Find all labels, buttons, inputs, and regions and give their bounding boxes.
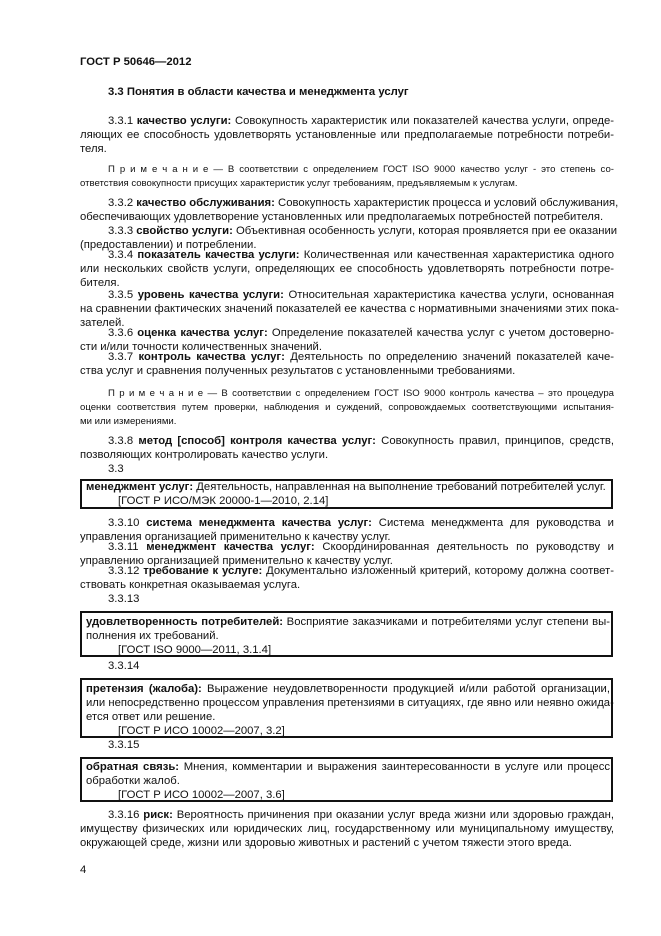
- term-source: [86, 788, 610, 802]
- term-3-3-7: [80, 350, 614, 364]
- term-text: Деятельность, направленная на выполнение требований потребителей услуг.: [193, 481, 606, 493]
- term-number: 3.3.3: [108, 225, 137, 237]
- term-3-3-2: [80, 196, 619, 210]
- term-text: 3.3.14: [108, 660, 140, 672]
- term-text: (предоставлении) и потреблении.: [80, 239, 257, 251]
- text-line: [80, 210, 614, 224]
- term-source: [86, 724, 610, 738]
- term-text: Совокупность характеристик процесса и условий обслуживания,: [274, 197, 619, 209]
- text-line: [86, 696, 614, 710]
- term-text: Выражение неудовлетворенности продукцией и/или работой организации,: [201, 683, 610, 695]
- term-name: уровень качества услуги:: [137, 289, 284, 301]
- note-line: [80, 415, 614, 429]
- term-text: имуществу физических или юридических лиц, государственному или муниципальному имуществу,: [80, 823, 614, 835]
- term-number-3-3-15: [80, 738, 614, 752]
- term-text: бителя.: [80, 277, 120, 289]
- term-number: 3.3.1: [108, 115, 137, 127]
- text-line: [80, 836, 614, 850]
- term-3-3-5: [80, 288, 614, 302]
- term-name: обратная связь:: [86, 761, 180, 773]
- term-text: 3.3.13: [108, 593, 140, 605]
- term-name: метод [способ] контроля качества услуг:: [138, 435, 376, 447]
- term-text: Определение показателей качества услуг с учетом достоверно-: [267, 327, 615, 339]
- term-name: качество обслуживания:: [136, 197, 275, 209]
- term-number: 3.3.7: [108, 351, 139, 363]
- note-line: [80, 177, 614, 191]
- term-3-3-1: [80, 114, 614, 128]
- term-number: 3.3.12: [108, 565, 144, 577]
- term-text: Совокупность правил, принципов, средств,: [375, 435, 615, 447]
- term-number-3-3-13: [80, 592, 614, 606]
- term-text: Система менеджмента для руководства и: [371, 517, 614, 529]
- text-line: [80, 364, 614, 378]
- term-source: [86, 643, 610, 657]
- term-text: ствовать конкретная оказываемая услуга.: [80, 579, 301, 591]
- term-name: претензия (жалоба):: [86, 683, 202, 695]
- text-line: [80, 128, 614, 142]
- term-text: ства услуг и сравнения полученных результатов с установленными требованиями.: [80, 365, 516, 377]
- term-feedback: [86, 760, 610, 774]
- term-number: 3.3.6: [108, 327, 138, 339]
- text-line: [80, 302, 619, 316]
- term-text: на сравнении фактических значений показателей ее качества с нормативными значениями этих пока-: [80, 303, 619, 315]
- term-text: управлению организацией применительно к качеству услуг.: [80, 555, 393, 567]
- term-number: 3.3.11: [108, 541, 147, 553]
- term-text: 3.3.15: [108, 739, 140, 751]
- page-number: [80, 863, 614, 877]
- term-text: Совокупность характеристик или показателей качества услуги, опреде-: [231, 115, 615, 127]
- term-text: [ГОСТ Р ИСО 10002—2007, 3.2]: [118, 725, 285, 737]
- term-source: [86, 494, 610, 508]
- term-text: [ГОСТ Р ИСО/МЭК 20000-1—2010, 2.14]: [118, 495, 329, 507]
- term-name: свойство услуги:: [136, 225, 233, 237]
- term-text: ется ответ или решение.: [86, 711, 216, 723]
- text-line: [86, 710, 610, 724]
- term-number: 3.3.16: [108, 809, 144, 821]
- term-name: менеджмент качества услуг:: [146, 541, 315, 553]
- term-text: [ГОСТ Р ИСО 10002—2007, 3.6]: [118, 789, 285, 801]
- term-3-3-11: [80, 540, 614, 554]
- term-text: Деятельность по определению значений показателей каче-: [284, 351, 615, 363]
- term-text: Восприятие заказчиками и потребителями услуг степени вы-: [283, 616, 610, 628]
- term-text: 4: [80, 864, 87, 876]
- term-number: 3.3.2: [108, 197, 137, 209]
- header-standard-number: [80, 55, 614, 69]
- term-text: зателей.: [80, 317, 125, 329]
- term-3-3-8: [80, 434, 614, 448]
- term-complaint: [86, 682, 610, 696]
- term-name: система менеджмента качества услуг:: [146, 517, 372, 529]
- term-text: Документально изложенный критерий, которому должна соответ-: [262, 565, 614, 577]
- term-name: удовлетворенность потребителей:: [86, 616, 284, 628]
- term-text: Относительная характеристика качества услуги, основанная: [283, 289, 615, 301]
- term-number-3-3: [80, 462, 614, 476]
- term-text: управления организацией применительно к качеству услуг.: [80, 531, 391, 543]
- term-text: или нескольких свойств услуги, определяющих ее способность удовлетворять потребности потре-: [80, 263, 614, 275]
- text-line: [80, 262, 614, 276]
- text-line: [80, 448, 614, 462]
- term-name: менеджмент услуг:: [86, 481, 194, 493]
- term-name: контроль качества услуг:: [138, 351, 285, 363]
- term-name: требование к услуге:: [143, 565, 263, 577]
- term-text: сти и/или точности количественных значений.: [80, 341, 322, 353]
- term-text: Скоординированная деятельность по руководству и: [314, 541, 614, 553]
- term-text: Вероятность причинения при оказании услуг вреда жизни или здоровью граждан,: [172, 809, 614, 821]
- term-3-3-6: [80, 326, 614, 340]
- term-text: Количественная или качественная характеристика одного: [299, 249, 614, 261]
- text-line: [80, 578, 614, 592]
- term-text: окружающей среде, жизни или здоровью животных и растений с учетом тяжести этого вреда.: [80, 837, 572, 849]
- term-text: ответствия совокупности присущих характеристик услуг требованиям, предъявляемым к услугам.: [80, 178, 518, 189]
- term-name: оценка качества услуг:: [137, 327, 268, 339]
- term-text: оценки соответствия путем проверки, наблюдения и суждений, сопровождаемых соответствующими испытания-: [80, 402, 614, 413]
- term-3-3-12: [80, 564, 614, 578]
- term-text: теля.: [80, 143, 107, 155]
- section-heading: [80, 85, 614, 99]
- term-text: обработки жалоб.: [86, 775, 180, 787]
- text-line: [86, 629, 610, 643]
- term-number: 3.3.8: [108, 435, 139, 447]
- term-number-3-3-14: [80, 659, 614, 673]
- term-name: риск:: [143, 809, 173, 821]
- term-text: П р и м е ч а н и е — В соответствии с определением ГОСТ ISO 9000 контроль качества – это процедура: [108, 388, 614, 399]
- note-line: [80, 387, 614, 401]
- term-text: [ГОСТ ISO 9000—2011, 3.1.4]: [118, 644, 272, 656]
- term-3-3-16: [80, 808, 614, 822]
- text-line: [80, 142, 614, 156]
- term-name: ГОСТ Р 50646—2012: [80, 56, 192, 68]
- text-line: [86, 774, 610, 788]
- note-line: [80, 163, 614, 177]
- term-text: П р и м е ч а н и е — В соответствии с определением ГОСТ ISO 9000 качество услуг - это степень со-: [108, 164, 614, 175]
- term-customer-satisfaction: [86, 615, 610, 629]
- term-service-management: [86, 480, 610, 494]
- term-text: ми или измерениями.: [80, 416, 177, 427]
- term-text: полнения их требований.: [86, 630, 219, 642]
- term-text: или непосредственно процессом управления претензиями в ситуациях, где явно или неявно ожида-: [86, 697, 614, 709]
- term-number: 3.3.4: [108, 249, 138, 261]
- term-3-3-10: [80, 516, 614, 530]
- term-text: 3.3: [108, 463, 124, 475]
- term-name: показатель качества услуги:: [137, 249, 300, 261]
- text-line: [80, 822, 614, 836]
- note-line: [80, 401, 614, 415]
- term-3-3-4: [80, 248, 614, 262]
- term-text: обеспечивающих удовлетворение установленных или предполагаемых потребностей потребителя.: [80, 211, 604, 223]
- term-name: 3.3 Понятия в области качества и менеджмента услуг: [108, 86, 409, 98]
- term-text: ляющих ее способность удовлетворять установленные или предполагаемые потребности потреби-: [80, 129, 614, 141]
- term-number: 3.3.5: [108, 289, 138, 301]
- term-3-3-3: [80, 224, 618, 238]
- term-text: Мнения, комментарии и выражения заинтересованности в услуге или процесс: [179, 761, 610, 773]
- term-name: качество услуги:: [136, 115, 232, 127]
- term-text: позволяющих контролировать качество услуги.: [80, 449, 329, 461]
- term-number: 3.3.10: [108, 517, 147, 529]
- term-text: Объективная особенность услуги, которая проявляется при ее оказании: [232, 225, 618, 237]
